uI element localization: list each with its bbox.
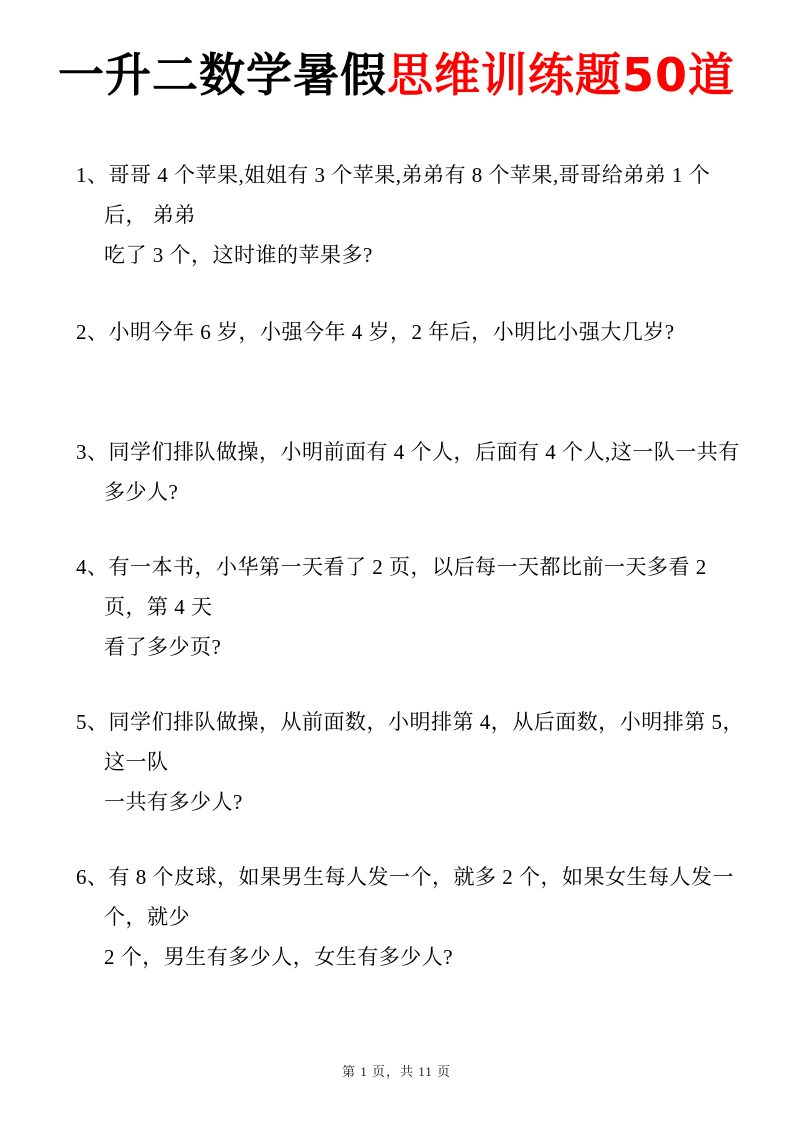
question-6-text: 有 8 个皮球，如果男生每人发一个，就多 2 个，如果女生每人发一个，就少 bbox=[104, 865, 734, 929]
page-number: 第 1 页，共 11 页 bbox=[341, 1064, 452, 1079]
question-1-number: 1、 bbox=[76, 163, 109, 187]
question-5-number: 5、 bbox=[76, 710, 109, 734]
question-2-number: 2、 bbox=[76, 320, 109, 344]
question-3-line-1 bbox=[76, 432, 752, 512]
page-title-red-part: 思维训练题50道 bbox=[386, 48, 735, 102]
question-4 bbox=[76, 547, 752, 667]
question-5 bbox=[76, 702, 752, 822]
question-4-text: 有一本书，小华第一天看了 2 页，以后每一天都比前一天多看 2 页，第 4 天 bbox=[104, 555, 707, 619]
question-5-line-2: 一共有多少人? bbox=[104, 790, 243, 814]
question-2-line-1 bbox=[76, 312, 752, 352]
question-1-text: 哥哥 4 个苹果,姐姐有 3 个苹果,弟弟有 8 个苹果,哥哥给弟弟 1 个后， 弟弟 bbox=[104, 163, 711, 227]
question-5-line-1 bbox=[76, 702, 752, 782]
page-title-black-part: 一升二数学暑假 bbox=[57, 48, 387, 102]
question-4-line-2: 看了多少页? bbox=[104, 635, 222, 659]
question-6 bbox=[76, 857, 752, 977]
question-3 bbox=[76, 432, 752, 512]
question-6-line-2: 2 个，男生有多少人，女生有多少人? bbox=[104, 945, 454, 969]
page-title bbox=[0, 44, 793, 106]
question-2-text: 小明今年 6 岁，小强今年 4 岁，2 年后，小明比小强大几岁? bbox=[108, 320, 675, 344]
question-3-text: 同学们排队做操，小明前面有 4 个人，后面有 4 个人,这一队一共有多少人? bbox=[104, 440, 740, 504]
question-3-number: 3、 bbox=[76, 440, 109, 464]
question-6-number: 6、 bbox=[76, 865, 109, 889]
question-5-text: 同学们排队做操，从前面数，小明排第 4，从后面数，小明排第 5，这一队 bbox=[104, 710, 744, 774]
question-1-line-2: 吃了 3 个，这时谁的苹果多? bbox=[104, 243, 373, 267]
question-4-number: 4、 bbox=[76, 555, 109, 579]
question-4-line-1 bbox=[76, 547, 752, 627]
question-1 bbox=[76, 155, 752, 275]
question-1-line-1 bbox=[76, 155, 752, 235]
question-2 bbox=[76, 312, 752, 352]
question-6-line-1 bbox=[76, 857, 752, 937]
